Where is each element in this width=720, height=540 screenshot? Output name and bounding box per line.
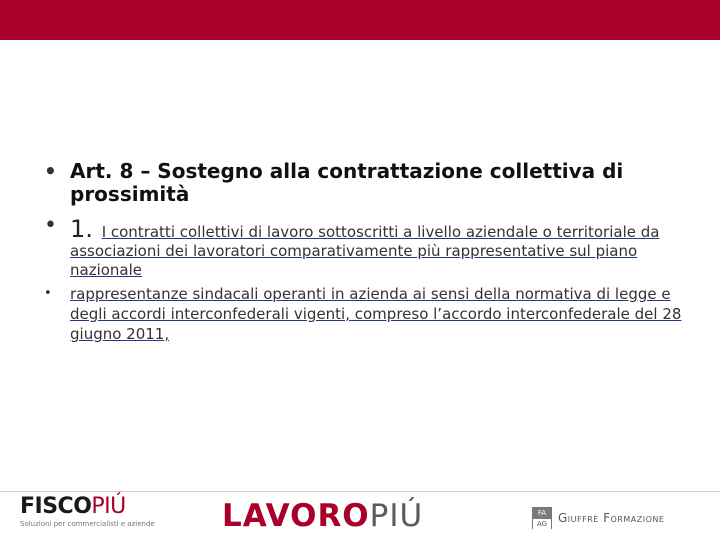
paragraph-1-link[interactable]: I contratti collettivi di lavoro sottoscritti a livello aziendale o territoriale da associazioni dei lavoratori comparativamente più rappresentative sul piano nazionale: [70, 223, 660, 279]
footer-divider: [0, 491, 720, 492]
paragraph-2-link[interactable]: rappresentanze sindacali operanti in azienda ai sensi della normativa di legge e degli accordi interconfederali vigenti, compreso l’accordo interconfederale del 28 giugno 2011,: [70, 285, 682, 343]
bullet-heading: [22, 160, 692, 206]
bullet-paragraph-1: [22, 213, 692, 280]
heading-text: Art. 8 – Sostegno alla contrattazione collettiva di prossimità: [70, 159, 624, 206]
bullet-marker: •: [44, 159, 57, 183]
fiscopiu-logo-word-a: FISCO: [20, 494, 92, 519]
lavoropiu-logo: [222, 496, 423, 536]
giuffre-mark-bottom: AG: [533, 518, 551, 529]
lavoropiu-logo-word-b: PIÚ: [369, 498, 424, 534]
paragraph-number: 1.: [70, 215, 93, 243]
giuffre-formazione-logo: [532, 506, 664, 530]
fiscopiu-logo: [20, 494, 160, 536]
bullet-paragraph-2: [22, 284, 692, 344]
bullet-marker: •: [44, 286, 52, 301]
lavoropiu-logo-word-a: LAVORO: [222, 498, 370, 534]
bullet-marker: •: [44, 213, 57, 238]
giuffre-mark-icon: [532, 507, 552, 529]
slide-body: [22, 160, 692, 344]
giuffre-mark-top: FA: [533, 508, 551, 518]
top-banner: [0, 0, 720, 40]
fiscopiu-logo-word-b: PIÚ: [91, 494, 126, 519]
giuffre-logo-text: Giuffrè Formazione: [558, 511, 665, 525]
fiscopiu-tagline: Soluzioni per commercialisti e aziende: [20, 520, 155, 528]
